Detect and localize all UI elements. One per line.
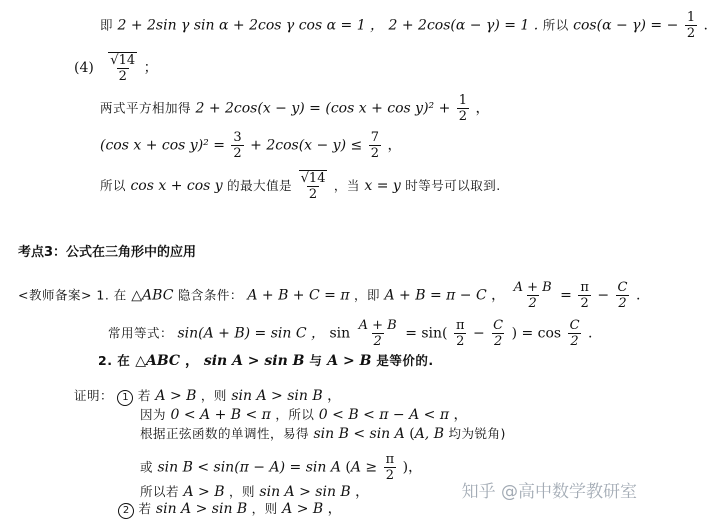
punctuation: ， bbox=[355, 484, 370, 500]
text: 证明： bbox=[74, 388, 114, 403]
denominator: 2 bbox=[118, 69, 127, 84]
numerator: √14 bbox=[110, 53, 136, 68]
math: 2 + 2sin γ sin α + 2cos γ cos α = 1 ， bbox=[117, 17, 385, 34]
math: − bbox=[597, 287, 610, 304]
text: 与 bbox=[309, 353, 323, 368]
common-identities-line bbox=[108, 318, 592, 349]
punctuation: ( bbox=[345, 459, 351, 476]
math: A + B = π − C bbox=[384, 287, 487, 304]
math: cos(α − γ) = − bbox=[573, 17, 679, 34]
fraction bbox=[491, 318, 505, 349]
fraction bbox=[369, 130, 381, 161]
text: 两式平方相加得 bbox=[100, 100, 192, 116]
numerator: C bbox=[569, 318, 580, 333]
text: 所以若 bbox=[140, 484, 180, 499]
section-heading: 考点3：公式在三角形中的应用 bbox=[18, 245, 197, 260]
text: 均为锐角) bbox=[448, 426, 506, 441]
text: 1. 在 bbox=[96, 287, 127, 303]
numerator: π bbox=[385, 452, 395, 467]
math: 2 + 2cos(x − y) = (cos x + cos y)² + bbox=[195, 100, 451, 117]
proof-line-2 bbox=[140, 406, 467, 424]
text: 常用等式： bbox=[108, 325, 174, 341]
math: x = y bbox=[364, 178, 401, 194]
text: 即 bbox=[100, 17, 114, 33]
text: ，则 bbox=[228, 484, 255, 499]
math: sin A > sin B bbox=[259, 484, 351, 500]
fraction bbox=[685, 10, 697, 41]
period: . bbox=[635, 287, 641, 304]
math: + 2cos(x − y) ≤ bbox=[250, 137, 363, 154]
fraction bbox=[568, 318, 582, 349]
text: ，当 bbox=[333, 178, 360, 193]
denominator: 2 bbox=[458, 109, 468, 124]
punctuation: ， bbox=[453, 407, 468, 423]
math: A + B + C = π bbox=[247, 287, 350, 304]
fraction bbox=[384, 452, 397, 483]
denominator: 2 bbox=[308, 187, 318, 202]
numerator: 1 bbox=[686, 10, 696, 25]
text: ，则 bbox=[200, 388, 227, 403]
math: A > B bbox=[155, 388, 197, 404]
text: 2. 在 bbox=[98, 353, 131, 368]
equation-line-1 bbox=[100, 10, 708, 41]
denominator: 2 bbox=[618, 296, 627, 311]
math: A ≥ bbox=[350, 459, 378, 476]
numerator: π bbox=[455, 318, 465, 333]
proof-line-5 bbox=[140, 483, 369, 501]
circled-number: 1 bbox=[117, 390, 133, 406]
math: − bbox=[472, 325, 485, 342]
denominator: 2 bbox=[686, 26, 696, 41]
punctuation: ； bbox=[143, 60, 158, 76]
punctuation: )， bbox=[402, 459, 423, 476]
teacher-note-line bbox=[18, 280, 640, 311]
math: 0 < A + B < π bbox=[170, 407, 271, 423]
proof-line-4 bbox=[140, 452, 422, 483]
numerator: 3 bbox=[233, 130, 242, 145]
circled-number: 2 bbox=[118, 503, 134, 519]
equation-line-4 bbox=[100, 130, 401, 161]
fraction bbox=[231, 130, 243, 161]
denominator: 2 bbox=[373, 334, 382, 349]
text: 时等号可以取到. bbox=[405, 178, 501, 193]
proof-line-3 bbox=[140, 425, 506, 443]
numerator: A + B bbox=[513, 280, 552, 295]
math: sin B < sin A bbox=[313, 426, 405, 442]
math: △ABC bbox=[135, 353, 181, 369]
text: 是等价的. bbox=[376, 353, 434, 368]
punctuation: ， bbox=[387, 137, 402, 154]
numerator: π bbox=[580, 280, 589, 295]
numerator: 7 bbox=[370, 130, 379, 145]
item-label: (4) bbox=[74, 60, 94, 76]
math: = sin( bbox=[405, 325, 448, 342]
text: 的最大值是 bbox=[227, 178, 293, 193]
text: 根据正弦函数的单调性，易得 bbox=[140, 426, 310, 441]
math: △ABC bbox=[131, 287, 174, 304]
math: sin A > sin B bbox=[231, 388, 323, 404]
punctuation: ， bbox=[327, 388, 342, 404]
punctuation: ， bbox=[475, 100, 490, 117]
period: . bbox=[703, 17, 708, 34]
denominator: 2 bbox=[528, 296, 537, 311]
denominator: 2 bbox=[370, 146, 379, 161]
denominator: 2 bbox=[233, 146, 242, 161]
math: (cos x + cos y)² = bbox=[100, 137, 225, 154]
text: 若 bbox=[137, 388, 151, 403]
item-4-answer bbox=[74, 52, 158, 84]
punctuation: ， bbox=[491, 287, 506, 304]
denominator: 2 bbox=[580, 296, 589, 311]
text: ，则 bbox=[251, 501, 278, 516]
proof-line-6 bbox=[118, 500, 342, 519]
text: 隐含条件： bbox=[177, 287, 243, 303]
fraction bbox=[454, 318, 467, 349]
fraction bbox=[357, 318, 399, 349]
denominator: 2 bbox=[385, 468, 395, 483]
math: = bbox=[560, 287, 572, 304]
numerator: C bbox=[493, 318, 504, 333]
fraction bbox=[457, 93, 469, 124]
fraction bbox=[616, 280, 630, 311]
numerator: √14 bbox=[300, 171, 326, 186]
text: 所以 bbox=[100, 178, 127, 193]
math: A > B bbox=[327, 353, 372, 369]
text: <教师备案> bbox=[18, 287, 92, 303]
denominator: 2 bbox=[493, 334, 503, 349]
fraction bbox=[512, 280, 554, 311]
math: A, B bbox=[414, 426, 444, 442]
math: sin(A + B) = sin C ， bbox=[177, 325, 326, 342]
text: 所以 bbox=[542, 17, 569, 33]
punctuation: ， bbox=[327, 501, 342, 517]
point-2-statement bbox=[98, 352, 434, 370]
math: sin A > sin B bbox=[203, 353, 305, 369]
math: ) = cos bbox=[511, 325, 562, 342]
punctuation: ( bbox=[409, 426, 415, 442]
numerator: A + B bbox=[358, 318, 397, 333]
denominator: 2 bbox=[456, 334, 465, 349]
text: 因为 bbox=[140, 407, 167, 422]
fraction bbox=[108, 52, 137, 84]
fraction bbox=[299, 170, 328, 202]
math: 0 < B < π − A < π bbox=[318, 407, 450, 423]
punctuation: ， bbox=[184, 353, 199, 369]
math: A > B bbox=[183, 484, 225, 500]
math: cos x + cos y bbox=[130, 178, 223, 194]
text: 或 bbox=[140, 459, 154, 475]
numerator: C bbox=[617, 280, 628, 295]
denominator: 2 bbox=[570, 334, 579, 349]
text: ，即 bbox=[354, 287, 381, 303]
fraction bbox=[578, 280, 591, 311]
watermark: 知乎 @高中数学教研室 bbox=[461, 482, 637, 502]
text: ，所以 bbox=[275, 407, 315, 422]
numerator: 1 bbox=[458, 93, 468, 108]
math: A > B bbox=[282, 501, 324, 517]
proof-line-1 bbox=[74, 387, 341, 406]
math: sin B < sin(π − A) = sin A bbox=[157, 459, 341, 476]
equation-line-3 bbox=[100, 93, 490, 124]
period: . bbox=[587, 325, 593, 342]
math: 2 + 2cos(α − γ) = 1 . bbox=[388, 17, 539, 34]
text: 若 bbox=[138, 501, 152, 516]
equation-line-5 bbox=[100, 170, 501, 202]
math: sin bbox=[329, 325, 351, 342]
math: sin A > sin B bbox=[155, 501, 248, 517]
